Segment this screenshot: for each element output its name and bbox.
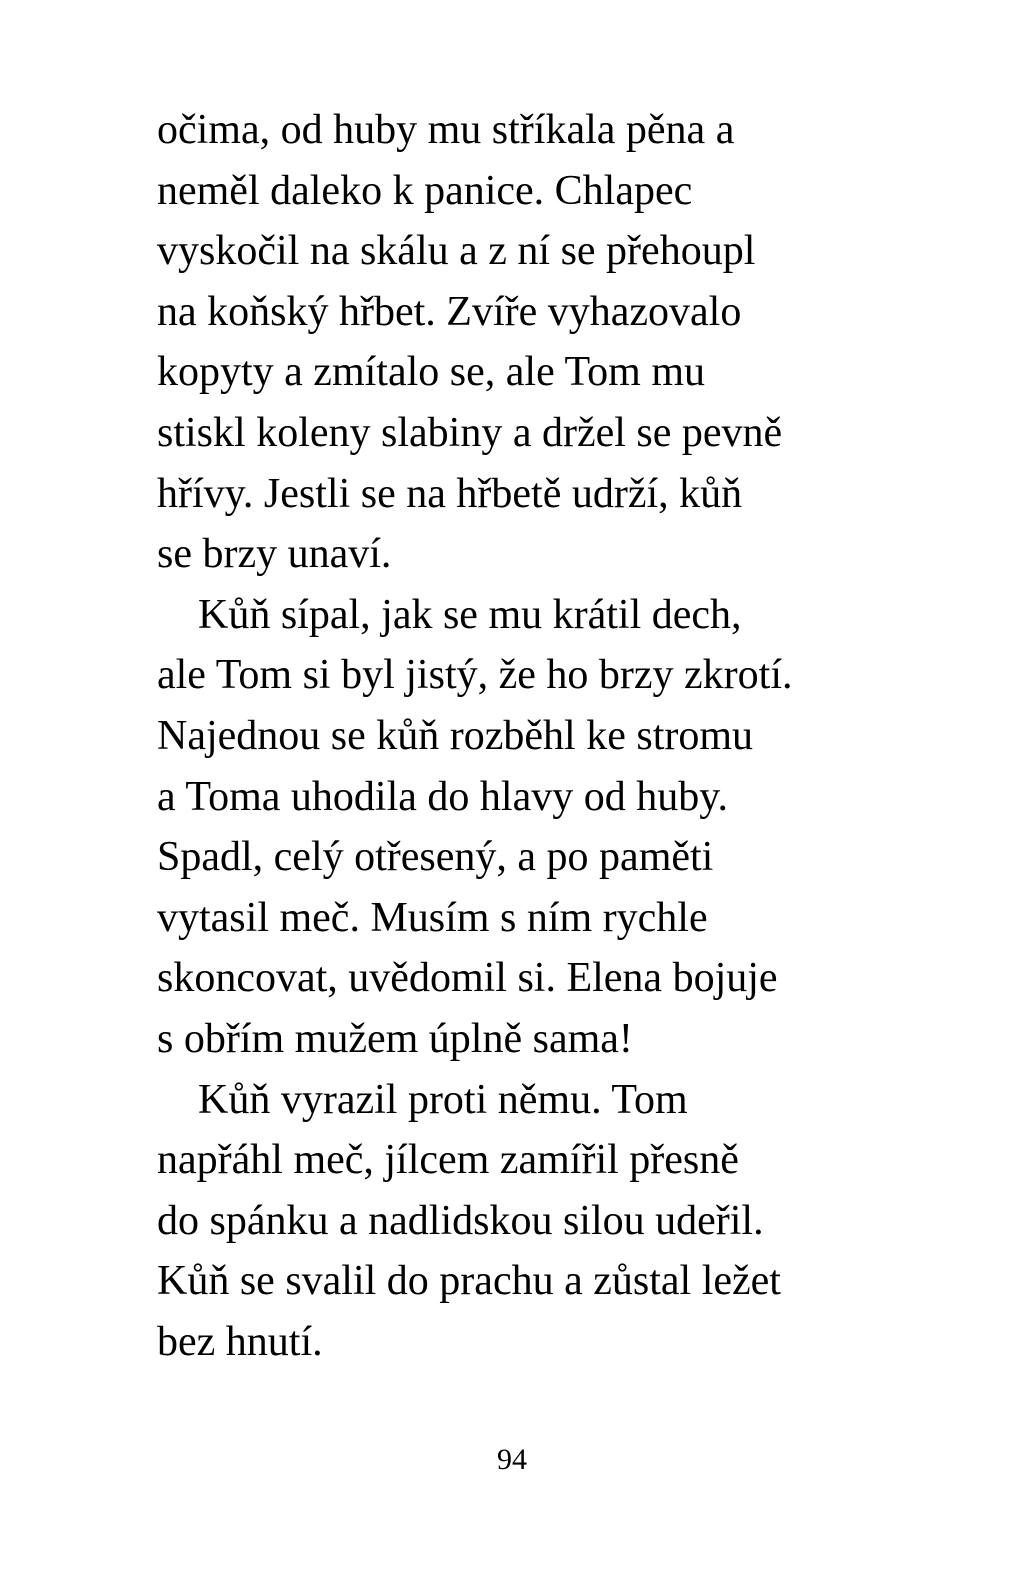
- paragraph-first-line: Kůň sípal, jak se mu krátil dech,: [198, 591, 742, 638]
- text-line: Spadl, celý otřesený, a po paměti: [157, 834, 714, 881]
- text-line: napřáhl meč, jílcem zamířil přesně: [157, 1137, 739, 1184]
- page-number: 94: [497, 1443, 527, 1476]
- text-line: ale Tom si byl jistý, že ho brzy zkrotí.: [157, 652, 793, 699]
- text-line: neměl daleko k panice. Chlapec: [157, 167, 693, 214]
- text-line: bez hnutí.: [157, 1318, 323, 1365]
- text-line: kopyty a zmítalo se, ale Tom mu: [157, 349, 706, 396]
- text-line: Kůň se svalil do prachu a zůstal ležet: [157, 1258, 781, 1305]
- paragraph-first-line: Kůň vyrazil proti němu. Tom: [198, 1076, 688, 1123]
- text-line: očima, od huby mu stříkala pěna a: [157, 107, 735, 153]
- text-line: vytasil meč. Musím s ním rychle: [157, 894, 708, 941]
- text-line: se brzy unaví.: [157, 531, 392, 578]
- text-line: s obřím mužem úplně sama!: [157, 1015, 633, 1062]
- text-line: hřívy. Jestli se na hřbetě udrží, kůň: [157, 470, 743, 517]
- text-line: skoncovat, uvědomil si. Elena bojuje: [157, 955, 778, 1002]
- text-line: stiskl koleny slabiny a držel se pevně: [157, 409, 783, 456]
- text-line: na koňský hřbet. Zvíře vyhazovalo: [157, 288, 742, 335]
- text-line: do spánku a nadlidskou silou udeřil.: [157, 1197, 764, 1244]
- text-line: a Toma uhodila do hlavy od huby.: [157, 773, 728, 820]
- text-line: vyskočil na skálu a z ní se přehoupl: [157, 228, 756, 275]
- text-line: Najednou se kůň rozběhl ke stromu: [157, 712, 754, 759]
- body-text: [157, 100, 897, 1372]
